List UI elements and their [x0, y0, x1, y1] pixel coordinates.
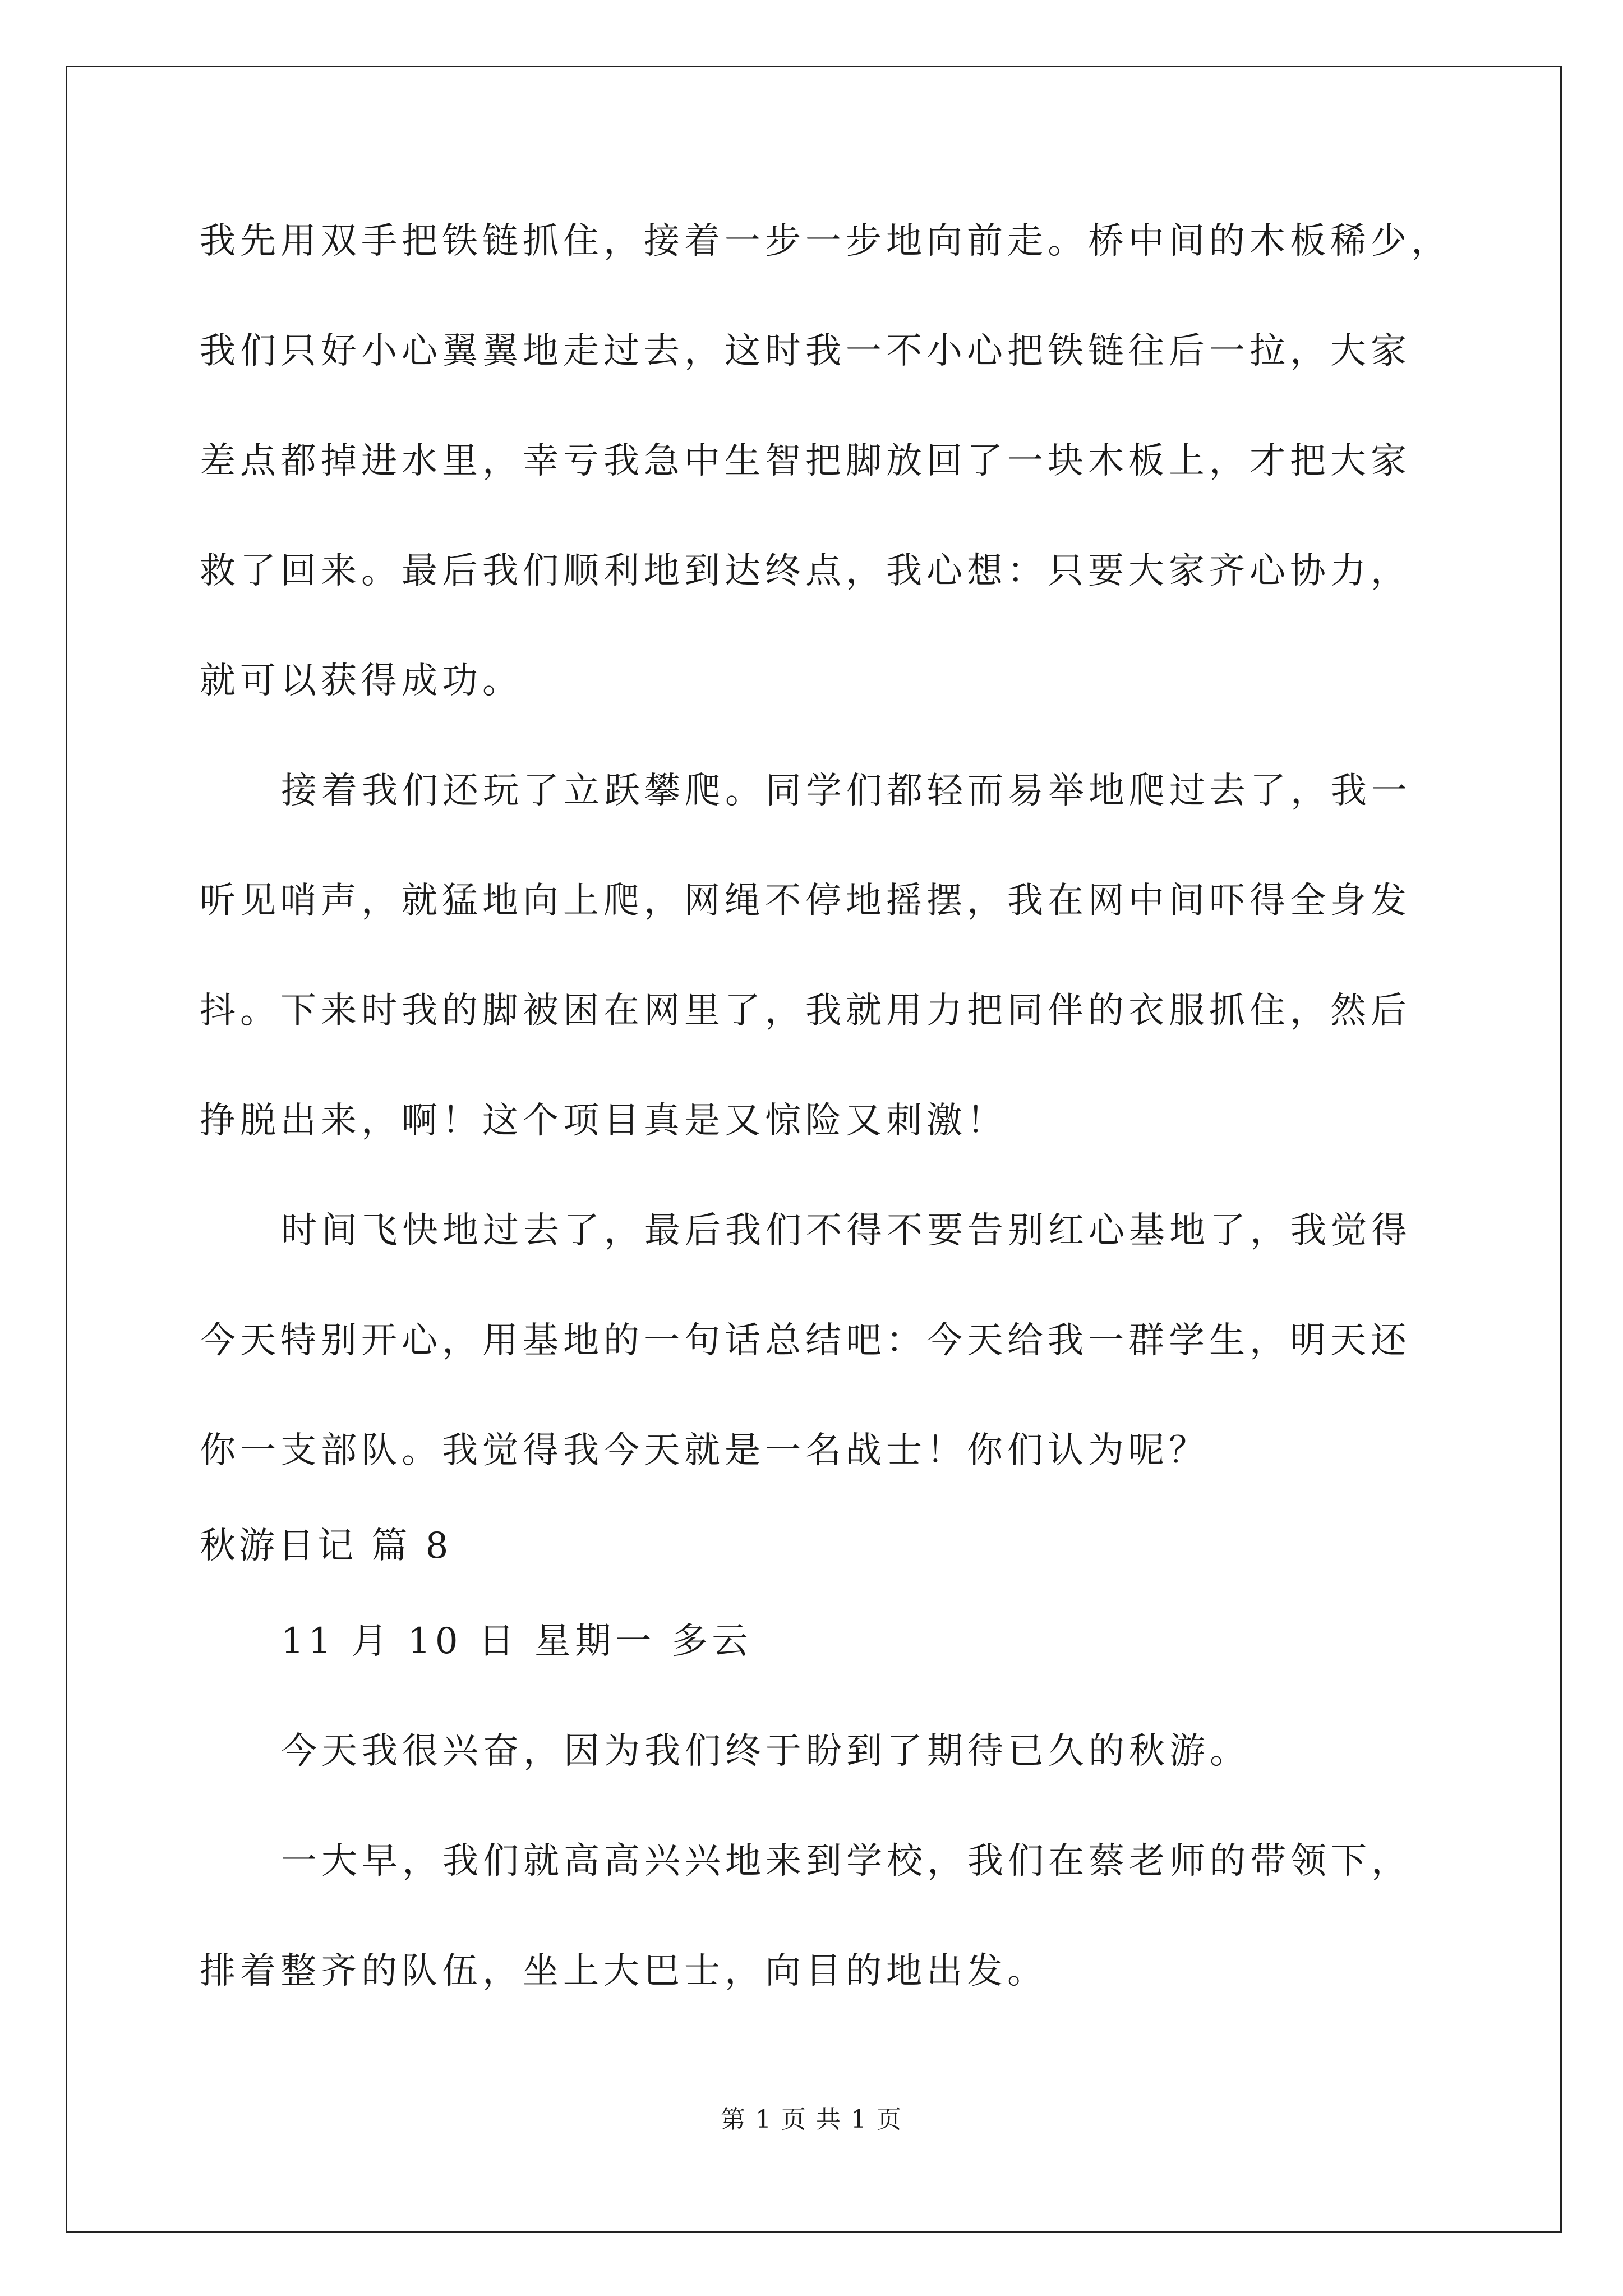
document-body — [200, 216, 1451, 2056]
paragraph-4-line-1: 今天我很兴奋，因为我们终于盼到了期待已久的秋游。 — [281, 1731, 1250, 1772]
paragraph-1-line-1: 我先用双手把铁链抓住，接着一步一步地向前走。桥中间的木板稀少， — [200, 220, 1451, 262]
section-heading: 秋游日记 篇 8 — [200, 1525, 452, 1567]
paragraph-1-line-3: 差点都掉进水里，幸亏我急中生智把脚放回了一块木板上，才把大家 — [200, 440, 1411, 482]
paragraph-3-line-3: 你一支部队。我觉得我今天就是一名战士！你们认为呢？ — [200, 1430, 1209, 1471]
date-weather-line: 11 月 10 日 星期一 多云 — [281, 1621, 753, 1662]
paragraph-5-line-2: 排着整齐的队伍，坐上大巴士，向目的地出发。 — [200, 1950, 1048, 1992]
paragraph-2-line-2: 听见哨声，就猛地向上爬，网绳不停地摇摆，我在网中间吓得全身发 — [200, 880, 1411, 922]
paragraph-1-line-5: 就可以获得成功。 — [200, 660, 523, 702]
paragraph-3-line-1: 时间飞快地过去了，最后我们不得不要告别红心基地了，我觉得 — [281, 1210, 1412, 1251]
paragraph-5-line-1: 一大早，我们就高高兴兴地来到学校，我们在蔡老师的带领下， — [281, 1841, 1412, 1882]
paragraph-2-line-4: 挣脱出来，啊！这个项目真是又惊险又刺激！ — [200, 1100, 1007, 1142]
paragraph-2-line-1: 接着我们还玩了立跃攀爬。同学们都轻而易举地爬过去了，我一 — [281, 770, 1412, 812]
paragraph-3-line-2: 今天特别开心，用基地的一句话总结吧：今天给我一群学生，明天还 — [200, 1320, 1411, 1361]
paragraph-1-line-2: 我们只好小心翼翼地走过去，这时我一不小心把铁链往后一拉，大家 — [200, 330, 1411, 372]
paragraph-2-line-3: 抖。下来时我的脚被困在网里了，我就用力把同伴的衣服抓住，然后 — [200, 990, 1411, 1032]
paragraph-1-line-4: 救了回来。最后我们顺利地到达终点，我心想：只要大家齐心协力， — [200, 550, 1411, 592]
page-footer: 第 1 页 共 1 页 — [721, 2105, 902, 2134]
